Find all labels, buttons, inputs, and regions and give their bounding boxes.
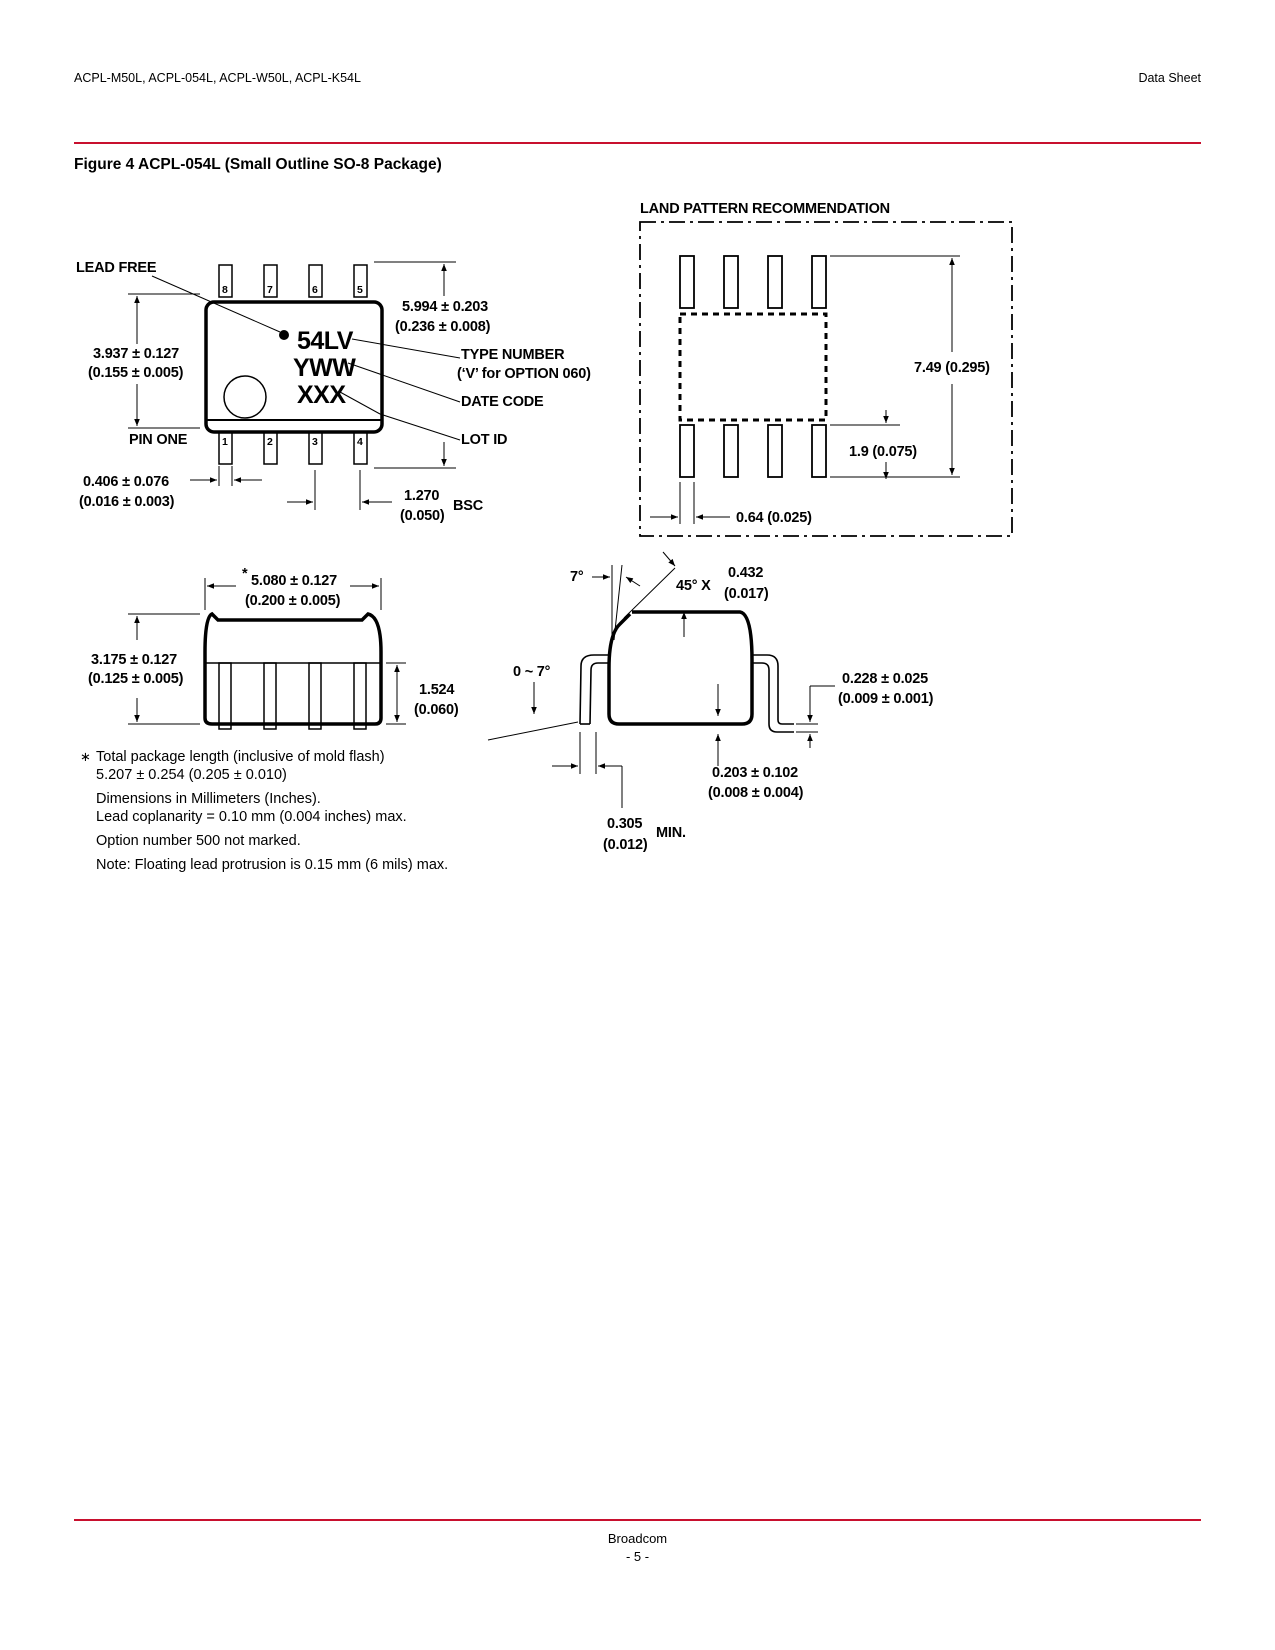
dim-body-width-in: (0.155 ± 0.005) <box>88 365 184 381</box>
header-doc-title: ACPL-M50L, ACPL-054L, ACPL-W50L, ACPL-K54L <box>74 71 361 85</box>
label-type-number: TYPE NUMBER <box>461 347 565 363</box>
dim-height-in: (0.125 ± 0.005) <box>88 671 184 687</box>
end-foot-len-in: (0.012) <box>603 837 648 853</box>
pin-label-8: 8 <box>222 284 228 296</box>
dim-pitch-mm: 1.270 <box>404 488 440 504</box>
end-angle-7: 7° <box>570 569 584 585</box>
dim-length-star: * <box>242 566 248 582</box>
footer-page-number: - 5 - <box>625 1549 650 1564</box>
label-pin-one: PIN ONE <box>129 432 188 448</box>
figure-title: Figure 4 ACPL-054L (Small Outline SO-8 Package) <box>74 156 442 173</box>
note-1a: Total package length (inclusive of mold flash) <box>96 749 385 765</box>
header-doc-type: Data Sheet <box>1138 71 1201 85</box>
marking-line-2: YWW <box>293 354 356 382</box>
end-view <box>609 612 752 724</box>
note-2b: Lead coplanarity = 0.10 mm (0.004 inches) max. <box>96 809 407 825</box>
dim-standoff-in: (0.060) <box>414 702 459 718</box>
dim-lead-width-in: (0.016 ± 0.003) <box>79 494 175 510</box>
dim-pitch-bsc: BSC <box>453 498 484 514</box>
pin-label-6: 6 <box>312 284 318 296</box>
label-lot-id: LOT ID <box>461 432 508 448</box>
dim-overall-width-mm: 5.994 ± 0.203 <box>402 299 488 315</box>
land-pads <box>680 256 826 477</box>
dim-pitch-in: (0.050) <box>400 508 445 524</box>
dim-body-width-mm: 3.937 ± 0.127 <box>93 346 179 362</box>
label-date-code: DATE CODE <box>461 394 544 410</box>
footer-rule <box>74 1519 1201 1521</box>
dim-overall-width-in: (0.236 ± 0.008) <box>395 319 491 335</box>
pin-label-7: 7 <box>267 284 273 296</box>
end-chamfer-angle: 45° X <box>676 578 711 594</box>
end-lead-thk-mm: 0.228 ± 0.025 <box>842 671 928 687</box>
note-2a: Dimensions in Millimeters (Inches). <box>96 791 321 807</box>
land-pattern-body-outline <box>680 314 826 420</box>
marking-line-1: 54LV <box>297 327 353 355</box>
footer-company: Broadcom <box>607 1531 668 1546</box>
note-mold-flash <box>80 748 448 766</box>
label-type-number-note: (‘V’ for OPTION 060) <box>457 366 591 382</box>
pin-label-4: 4 <box>357 436 363 448</box>
pin-label-3: 3 <box>312 436 318 448</box>
label-lead-free: LEAD FREE <box>76 260 157 276</box>
dim-standoff-mm: 1.524 <box>419 682 455 698</box>
note-4: Note: Floating lead protrusion is 0.15 mm (6 mils) max. <box>96 857 449 873</box>
end-foot-angle: 0 ~ 7° <box>513 664 551 680</box>
end-clearance-mm: 0.203 ± 0.102 <box>712 765 798 781</box>
pin-label-1: 1 <box>222 436 228 448</box>
end-foot-len-min: MIN. <box>656 825 686 841</box>
land-pattern-title: LAND PATTERN RECOMMENDATION <box>640 201 890 217</box>
note-star-symbol: ∗ <box>80 749 91 764</box>
dim-height-mm: 3.175 ± 0.127 <box>91 652 177 668</box>
figure-notes <box>80 748 448 874</box>
land-pad-width: 0.64 (0.025) <box>736 510 812 526</box>
end-view-body <box>609 612 752 724</box>
note-3: Option number 500 not marked. <box>96 833 301 849</box>
lead-free-dot <box>279 330 289 340</box>
end-chamfer-in: (0.017) <box>724 586 769 602</box>
land-span: 7.49 (0.295) <box>914 360 990 376</box>
dim-length-mm: 5.080 ± 0.127 <box>251 573 337 589</box>
end-chamfer-mm: 0.432 <box>728 565 764 581</box>
pin-label-2: 2 <box>267 436 273 448</box>
end-clearance-in: (0.008 ± 0.004) <box>708 785 804 801</box>
end-lead-thk-in: (0.009 ± 0.001) <box>838 691 934 707</box>
pin-label-5: 5 <box>357 284 363 296</box>
marking-line-3: XXX <box>297 381 346 409</box>
dim-lead-width-mm: 0.406 ± 0.076 <box>83 474 169 490</box>
dim-length-in: (0.200 ± 0.005) <box>245 593 341 609</box>
land-pad-length: 1.9 (0.075) <box>849 444 917 460</box>
note-1b: 5.207 ± 0.254 (0.205 ± 0.010) <box>96 767 287 783</box>
end-foot-len-mm: 0.305 <box>607 816 643 832</box>
